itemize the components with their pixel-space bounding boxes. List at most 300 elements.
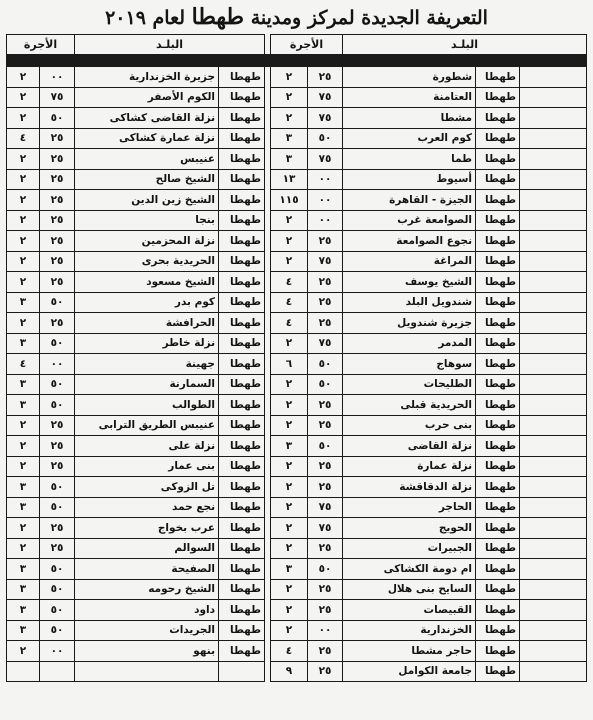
right-town-name: شطورة xyxy=(343,67,476,88)
left-town-name: الشيخ صالح xyxy=(75,169,219,190)
right-fare-pounds: ١٣ xyxy=(271,169,308,190)
table-row xyxy=(7,108,587,129)
table-row xyxy=(7,456,587,477)
blank-cell xyxy=(520,67,587,88)
right-fare-piasters: ٥٠ xyxy=(308,128,343,149)
header-town-right: البلـد xyxy=(343,35,587,55)
right-fare-pounds: ٣ xyxy=(271,149,308,170)
right-center-name: طهطا xyxy=(476,67,520,88)
left-town-name: كوم بدر xyxy=(75,292,219,313)
right-fare-piasters: ٥٠ xyxy=(308,559,343,580)
left-fare-pounds: ٢ xyxy=(7,210,40,231)
right-fare-pounds: ٢ xyxy=(271,477,308,498)
left-center-name: طهطا xyxy=(219,169,265,190)
blank-cell xyxy=(520,87,587,108)
right-fare-pounds: ٤ xyxy=(271,272,308,293)
right-fare-pounds: ٩ xyxy=(271,661,308,682)
table-row xyxy=(7,333,587,354)
right-town-name: الحويج xyxy=(343,518,476,539)
right-fare-pounds: ٤ xyxy=(271,292,308,313)
right-town-name: نزلة عمارة xyxy=(343,456,476,477)
right-fare-pounds: ٢ xyxy=(271,231,308,252)
right-fare-piasters: ٥٠ xyxy=(308,354,343,375)
left-town-name: جزيرة الخزندارية xyxy=(75,67,219,88)
left-fare-piasters: ٢٥ xyxy=(40,231,75,252)
blank-cell xyxy=(520,128,587,149)
right-fare-pounds: ٢ xyxy=(271,87,308,108)
left-town-name: داود xyxy=(75,600,219,621)
left-fare-piasters: ٥٠ xyxy=(40,395,75,416)
right-fare-piasters: ٢٥ xyxy=(308,641,343,662)
right-town-name: نزلة الدقاقشة xyxy=(343,477,476,498)
left-center-name: طهطا xyxy=(219,374,265,395)
right-town-name: القبيصات xyxy=(343,600,476,621)
left-town-name: نزلة عمارة كشاكى xyxy=(75,128,219,149)
right-town-name: المراغة xyxy=(343,251,476,272)
right-town-name: نزلة القاضى xyxy=(343,436,476,457)
left-center-name: طهطا xyxy=(219,538,265,559)
left-town-name: الجريدات xyxy=(75,620,219,641)
left-fare-piasters: ٢٥ xyxy=(40,436,75,457)
left-town-name: نزلة القاضى كشاكى xyxy=(75,108,219,129)
left-fare-pounds: ٣ xyxy=(7,292,40,313)
left-town-name: جهينة xyxy=(75,354,219,375)
left-center-name: طهطا xyxy=(219,67,265,88)
blank-cell xyxy=(520,436,587,457)
left-fare-pounds: ٣ xyxy=(7,395,40,416)
right-town-name: الحاجر xyxy=(343,497,476,518)
right-town-name: حاجر مشطا xyxy=(343,641,476,662)
left-center-name: طهطا xyxy=(219,641,265,662)
left-fare-pounds: ٢ xyxy=(7,313,40,334)
left-fare-piasters: ٥٠ xyxy=(40,600,75,621)
left-fare-piasters: ٢٥ xyxy=(40,538,75,559)
right-center-name: طهطا xyxy=(476,333,520,354)
right-fare-pounds: ٤ xyxy=(271,313,308,334)
left-center-name: طهطا xyxy=(219,108,265,129)
right-fare-pounds: ٢ xyxy=(271,538,308,559)
left-center-name: طهطا xyxy=(219,436,265,457)
right-town-name: كوم العرب xyxy=(343,128,476,149)
table-row xyxy=(7,169,587,190)
right-center-name: طهطا xyxy=(476,518,520,539)
left-fare-piasters: ٢٥ xyxy=(40,210,75,231)
left-fare-pounds: ٢ xyxy=(7,108,40,129)
right-fare-pounds: ٢ xyxy=(271,497,308,518)
table-row xyxy=(7,67,587,88)
left-town-name: نزلة خاطر xyxy=(75,333,219,354)
right-town-name: سوهاج xyxy=(343,354,476,375)
left-center-name: طهطا xyxy=(219,128,265,149)
right-center-name: طهطا xyxy=(476,415,520,436)
left-fare-piasters: ٠٠ xyxy=(40,354,75,375)
right-fare-pounds: ٢ xyxy=(271,210,308,231)
table-row xyxy=(7,313,587,334)
right-fare-piasters: ٧٥ xyxy=(308,149,343,170)
right-town-name: مشطا xyxy=(343,108,476,129)
left-fare-pounds: ٢ xyxy=(7,272,40,293)
left-center-name: طهطا xyxy=(219,415,265,436)
header-row xyxy=(7,35,587,55)
table-row xyxy=(7,87,587,108)
left-town-name: بنهو xyxy=(75,641,219,662)
right-center-name: طهطا xyxy=(476,456,520,477)
left-town-name: عنيبس الطريق الترابى xyxy=(75,415,219,436)
left-center-name: طهطا xyxy=(219,210,265,231)
right-town-name: نجوع الصوامعة xyxy=(343,231,476,252)
right-fare-piasters: ٢٥ xyxy=(308,579,343,600)
blank-cell xyxy=(520,497,587,518)
left-center-name: طهطا xyxy=(219,395,265,416)
right-fare-piasters: ٠٠ xyxy=(308,190,343,211)
right-center-name: طهطا xyxy=(476,313,520,334)
header-divider-bar xyxy=(7,55,587,67)
left-fare-piasters: ٢٥ xyxy=(40,149,75,170)
right-town-name: المدمر xyxy=(343,333,476,354)
right-fare-piasters: ٧٥ xyxy=(308,518,343,539)
right-center-name: طهطا xyxy=(476,354,520,375)
right-fare-piasters: ٧٥ xyxy=(308,251,343,272)
right-town-name: السايح بنى هلال xyxy=(343,579,476,600)
left-center-name xyxy=(219,661,265,682)
left-town-name: عنيبس xyxy=(75,149,219,170)
left-center-name: طهطا xyxy=(219,456,265,477)
left-center-name: طهطا xyxy=(219,497,265,518)
right-fare-pounds: ٢ xyxy=(271,456,308,477)
blank-cell xyxy=(520,641,587,662)
table-row xyxy=(7,620,587,641)
left-fare-piasters: ٠٠ xyxy=(40,67,75,88)
left-fare-piasters: ٢٥ xyxy=(40,190,75,211)
right-fare-pounds: ٢ xyxy=(271,600,308,621)
right-center-name: طهطا xyxy=(476,190,520,211)
table-row xyxy=(7,210,587,231)
blank-cell xyxy=(520,395,587,416)
right-town-name: طما xyxy=(343,149,476,170)
left-center-name: طهطا xyxy=(219,518,265,539)
right-fare-piasters: ٢٥ xyxy=(308,661,343,682)
right-town-name: الحريدية قبلى xyxy=(343,395,476,416)
right-town-name: العتامنة xyxy=(343,87,476,108)
table-row xyxy=(7,292,587,313)
blank-cell xyxy=(520,661,587,682)
blank-cell xyxy=(520,415,587,436)
left-fare-piasters: ٥٠ xyxy=(40,559,75,580)
blank-cell xyxy=(520,108,587,129)
right-town-name: الطليحات xyxy=(343,374,476,395)
right-town-name: الخزندارية xyxy=(343,620,476,641)
right-town-name: الصوامعة غرب xyxy=(343,210,476,231)
left-town-name: بنى عمار xyxy=(75,456,219,477)
table-row xyxy=(7,231,587,252)
left-center-name: طهطا xyxy=(219,354,265,375)
blank-cell xyxy=(520,456,587,477)
left-fare-pounds: ٤ xyxy=(7,354,40,375)
table-body xyxy=(7,67,587,682)
left-fare-piasters: ٢٥ xyxy=(40,169,75,190)
right-fare-piasters: ٢٥ xyxy=(308,292,343,313)
left-fare-pounds: ٣ xyxy=(7,374,40,395)
left-fare-pounds: ٢ xyxy=(7,231,40,252)
table-row xyxy=(7,251,587,272)
table-row xyxy=(7,497,587,518)
left-town-name: الكوم الأصفر xyxy=(75,87,219,108)
left-fare-pounds: ٢ xyxy=(7,415,40,436)
left-fare-piasters: ٥٠ xyxy=(40,108,75,129)
left-town-name: نجع حمد xyxy=(75,497,219,518)
right-fare-piasters: ٥٠ xyxy=(308,374,343,395)
right-fare-piasters: ٢٥ xyxy=(308,395,343,416)
left-fare-pounds: ٢ xyxy=(7,518,40,539)
right-fare-pounds: ١١٥ xyxy=(271,190,308,211)
left-fare-pounds: ٢ xyxy=(7,169,40,190)
left-fare-piasters: ٧٥ xyxy=(40,87,75,108)
right-fare-pounds: ٣ xyxy=(271,128,308,149)
left-town-name: السمارنة xyxy=(75,374,219,395)
left-fare-pounds: ٣ xyxy=(7,333,40,354)
left-fare-pounds: ٢ xyxy=(7,538,40,559)
right-fare-piasters: ٢٥ xyxy=(308,477,343,498)
blank-cell xyxy=(520,518,587,539)
table-row xyxy=(7,538,587,559)
right-fare-pounds: ٤ xyxy=(271,641,308,662)
title-year: لعام ٢٠١٩ xyxy=(105,7,186,29)
right-fare-pounds: ٢ xyxy=(271,395,308,416)
right-fare-piasters: ٠٠ xyxy=(308,169,343,190)
right-center-name: طهطا xyxy=(476,395,520,416)
right-center-name: طهطا xyxy=(476,620,520,641)
blank-cell xyxy=(520,579,587,600)
right-center-name: طهطا xyxy=(476,661,520,682)
table-row xyxy=(7,149,587,170)
tariff-table xyxy=(6,34,587,682)
right-center-name: طهطا xyxy=(476,641,520,662)
right-center-name: طهطا xyxy=(476,579,520,600)
left-town-name: الحرافشة xyxy=(75,313,219,334)
left-fare-piasters: ٢٥ xyxy=(40,518,75,539)
right-fare-pounds: ٣ xyxy=(271,436,308,457)
left-town-name: نزلة على xyxy=(75,436,219,457)
right-center-name: طهطا xyxy=(476,87,520,108)
right-fare-pounds: ٦ xyxy=(271,354,308,375)
blank-cell xyxy=(520,313,587,334)
left-center-name: طهطا xyxy=(219,272,265,293)
left-center-name: طهطا xyxy=(219,477,265,498)
right-center-name: طهطا xyxy=(476,231,520,252)
right-fare-pounds: ٢ xyxy=(271,251,308,272)
blank-cell xyxy=(520,292,587,313)
blank-cell xyxy=(520,620,587,641)
left-fare-piasters: ٥٠ xyxy=(40,333,75,354)
right-fare-piasters: ٢٥ xyxy=(308,231,343,252)
right-fare-pounds: ٢ xyxy=(271,67,308,88)
left-fare-pounds: ٣ xyxy=(7,579,40,600)
table-row xyxy=(7,661,587,682)
blank-cell xyxy=(520,169,587,190)
right-town-name: ام دومة الكشاكى xyxy=(343,559,476,580)
left-fare-piasters: ٢٥ xyxy=(40,456,75,477)
left-fare-piasters: ٢٥ xyxy=(40,251,75,272)
table-row xyxy=(7,395,587,416)
table-row xyxy=(7,579,587,600)
left-fare-piasters: ٢٥ xyxy=(40,128,75,149)
title-main: التعريفة الجديدة لمركز ومدينة xyxy=(250,7,488,29)
left-town-name: الشيخ زين الدين xyxy=(75,190,219,211)
left-fare-piasters xyxy=(40,661,75,682)
left-fare-pounds: ٢ xyxy=(7,641,40,662)
blank-cell xyxy=(520,559,587,580)
right-town-name: بنى حرب xyxy=(343,415,476,436)
left-center-name: طهطا xyxy=(219,231,265,252)
left-town-name: عرب بخواج xyxy=(75,518,219,539)
right-fare-pounds: ٣ xyxy=(271,559,308,580)
left-center-name: طهطا xyxy=(219,87,265,108)
left-fare-pounds: ٣ xyxy=(7,477,40,498)
right-center-name: طهطا xyxy=(476,128,520,149)
left-town-name: نزلة المحزمين xyxy=(75,231,219,252)
left-town-name: بنجا xyxy=(75,210,219,231)
right-town-name: شندويل البلد xyxy=(343,292,476,313)
blank-cell xyxy=(520,251,587,272)
left-town-name: الصفيحة xyxy=(75,559,219,580)
right-fare-pounds: ٢ xyxy=(271,518,308,539)
blank-cell xyxy=(520,600,587,621)
right-town-name: الجيزة - القاهرة xyxy=(343,190,476,211)
right-center-name: طهطا xyxy=(476,600,520,621)
right-center-name: طهطا xyxy=(476,292,520,313)
right-fare-pounds: ٢ xyxy=(271,108,308,129)
right-center-name: طهطا xyxy=(476,210,520,231)
left-fare-pounds: ٢ xyxy=(7,87,40,108)
right-center-name: طهطا xyxy=(476,497,520,518)
blank-cell xyxy=(520,374,587,395)
left-fare-piasters: ٥٠ xyxy=(40,497,75,518)
left-fare-piasters: ٢٥ xyxy=(40,313,75,334)
left-fare-pounds: ٢ xyxy=(7,149,40,170)
left-town-name: الطوالب xyxy=(75,395,219,416)
blank-cell xyxy=(520,477,587,498)
left-center-name: طهطا xyxy=(219,333,265,354)
table-row xyxy=(7,374,587,395)
title-city: طهطا xyxy=(191,4,245,30)
right-fare-piasters: ٧٥ xyxy=(308,87,343,108)
left-town-name: تل الزوكى xyxy=(75,477,219,498)
header-fare-left: الأجرة xyxy=(7,35,75,55)
left-town-name: السوالم xyxy=(75,538,219,559)
right-fare-piasters: ٧٥ xyxy=(308,333,343,354)
blank-cell xyxy=(520,231,587,252)
left-fare-pounds: ٣ xyxy=(7,559,40,580)
left-fare-piasters: ٢٥ xyxy=(40,415,75,436)
left-fare-pounds: ٣ xyxy=(7,497,40,518)
table-row xyxy=(7,600,587,621)
table-row xyxy=(7,436,587,457)
page-title xyxy=(0,2,593,32)
right-fare-pounds: ٢ xyxy=(271,579,308,600)
right-fare-piasters: ٠٠ xyxy=(308,620,343,641)
left-town-name: الشيخ مسعود xyxy=(75,272,219,293)
table-row xyxy=(7,477,587,498)
right-fare-piasters: ٢٥ xyxy=(308,456,343,477)
right-center-name: طهطا xyxy=(476,108,520,129)
right-fare-piasters: ٢٥ xyxy=(308,272,343,293)
right-fare-pounds: ٢ xyxy=(271,374,308,395)
right-fare-pounds: ٢ xyxy=(271,415,308,436)
blank-cell xyxy=(520,272,587,293)
left-fare-piasters: ٥٠ xyxy=(40,292,75,313)
header-fare-right: الأجرة xyxy=(271,35,343,55)
right-center-name: طهطا xyxy=(476,272,520,293)
left-fare-piasters: ٥٠ xyxy=(40,477,75,498)
right-town-name: الجبيرات xyxy=(343,538,476,559)
right-fare-piasters: ٧٥ xyxy=(308,497,343,518)
left-center-name: طهطا xyxy=(219,579,265,600)
blank-cell xyxy=(520,149,587,170)
right-center-name: طهطا xyxy=(476,559,520,580)
table-row xyxy=(7,641,587,662)
right-town-name: جامعة الكوامل xyxy=(343,661,476,682)
blank-cell xyxy=(520,538,587,559)
left-center-name: طهطا xyxy=(219,292,265,313)
left-fare-piasters: ٥٠ xyxy=(40,579,75,600)
left-center-name: طهطا xyxy=(219,559,265,580)
left-fare-piasters: ٥٠ xyxy=(40,374,75,395)
left-town-name: الحريدية بحرى xyxy=(75,251,219,272)
right-fare-piasters: ٥٠ xyxy=(308,436,343,457)
right-center-name: طهطا xyxy=(476,374,520,395)
right-center-name: طهطا xyxy=(476,149,520,170)
left-center-name: طهطا xyxy=(219,251,265,272)
right-fare-pounds: ٢ xyxy=(271,620,308,641)
right-fare-piasters: ٧٥ xyxy=(308,108,343,129)
right-center-name: طهطا xyxy=(476,477,520,498)
right-fare-piasters: ٢٥ xyxy=(308,538,343,559)
left-fare-piasters: ٥٠ xyxy=(40,620,75,641)
left-center-name: طهطا xyxy=(219,149,265,170)
blank-cell xyxy=(520,333,587,354)
table-row xyxy=(7,518,587,539)
table-row xyxy=(7,190,587,211)
blank-cell xyxy=(520,210,587,231)
left-town-name xyxy=(75,661,219,682)
left-center-name: طهطا xyxy=(219,600,265,621)
left-fare-pounds: ٢ xyxy=(7,251,40,272)
blank-cell xyxy=(520,190,587,211)
left-fare-pounds: ٤ xyxy=(7,128,40,149)
right-fare-piasters: ٠٠ xyxy=(308,210,343,231)
left-fare-pounds xyxy=(7,661,40,682)
table-row xyxy=(7,272,587,293)
right-center-name: طهطا xyxy=(476,251,520,272)
table-row xyxy=(7,354,587,375)
table-row xyxy=(7,559,587,580)
right-center-name: طهطا xyxy=(476,169,520,190)
left-center-name: طهطا xyxy=(219,313,265,334)
left-fare-pounds: ٣ xyxy=(7,600,40,621)
right-town-name: أسيوط xyxy=(343,169,476,190)
left-fare-pounds: ٢ xyxy=(7,436,40,457)
left-fare-pounds: ٣ xyxy=(7,620,40,641)
right-fare-pounds: ٢ xyxy=(271,333,308,354)
left-town-name: الشيخ رحومه xyxy=(75,579,219,600)
blank-cell xyxy=(520,354,587,375)
left-fare-pounds: ٢ xyxy=(7,456,40,477)
header-town-left: البلـد xyxy=(75,35,265,55)
right-fare-piasters: ٢٥ xyxy=(308,67,343,88)
left-fare-pounds: ٢ xyxy=(7,67,40,88)
right-fare-piasters: ٢٥ xyxy=(308,415,343,436)
left-fare-piasters: ٠٠ xyxy=(40,641,75,662)
